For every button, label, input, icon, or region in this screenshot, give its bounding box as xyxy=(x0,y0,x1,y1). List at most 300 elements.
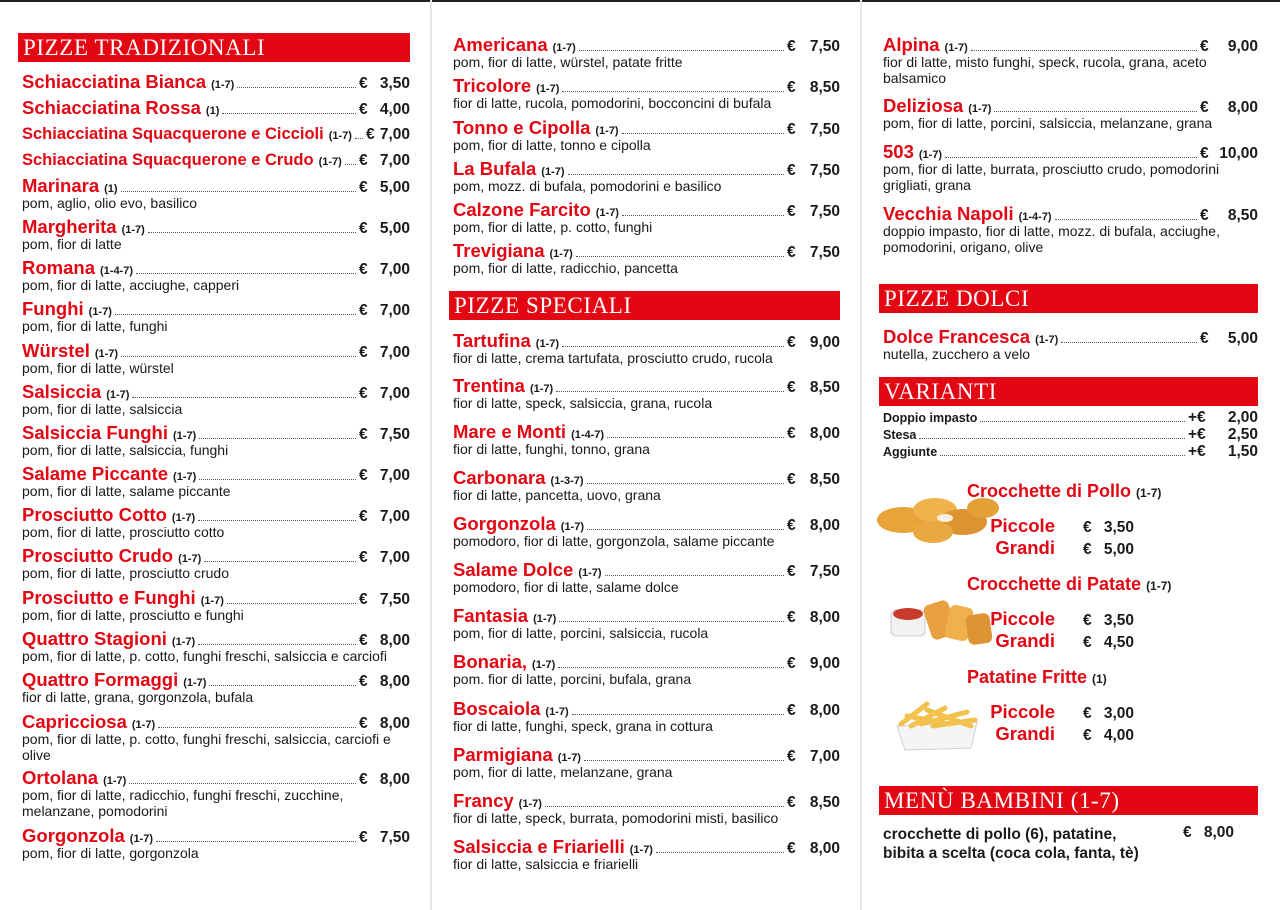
menu-item xyxy=(449,743,840,780)
menu-item xyxy=(18,824,410,861)
menu-item-name: Gorgonzola xyxy=(453,513,556,534)
menu-item-price: € 7,00 xyxy=(359,385,410,402)
menu-item-price: € 7,00 xyxy=(365,126,410,143)
menu-item-description: pom, fior di latte, tonno e cipolla xyxy=(453,137,651,153)
allergen-codes: (1-7) xyxy=(178,553,202,565)
menu-item-row xyxy=(449,697,840,721)
menu-item-price: € 7,50 xyxy=(787,121,840,138)
leader-dots xyxy=(198,520,356,521)
menu-item-name: Carbonara xyxy=(453,467,546,488)
leader-dots xyxy=(148,232,356,233)
leader-dots xyxy=(121,356,356,357)
menu-item-row xyxy=(879,325,1258,349)
leader-dots xyxy=(559,621,784,622)
menu-item-row xyxy=(18,766,410,790)
leader-dots xyxy=(156,841,356,842)
menu-item-price: € 7,00 xyxy=(787,748,840,765)
menu-item-name: Boscaiola xyxy=(453,698,541,719)
variant-name: Aggiunte xyxy=(883,445,938,459)
menu-item-price: € 7,50 xyxy=(787,203,840,220)
menu-item xyxy=(449,650,840,687)
fold-line xyxy=(430,0,432,910)
leader-dots xyxy=(556,391,784,392)
menu-item-description: pom, fior di latte, p. cotto, funghi xyxy=(453,219,653,235)
allergen-codes: (1-7) xyxy=(171,636,196,648)
menu-item xyxy=(18,148,410,172)
menu-item-description: pom, fior di latte, salsiccia, funghi xyxy=(22,442,229,458)
menu-item-description: fior di latte, salsiccia e friarielli xyxy=(453,856,639,872)
menu-item-name: Francy xyxy=(453,790,514,811)
menu-item-row xyxy=(18,627,410,651)
section-header-kids: MENÙ BAMBINI (1-7) xyxy=(879,786,1258,815)
allergen-codes: (1-7) xyxy=(328,130,352,142)
menu-item-name: Salsiccia Funghi xyxy=(22,422,168,443)
allergen-codes: (1-3-7) xyxy=(550,475,584,487)
menu-item-price: € 8,00 xyxy=(787,517,840,534)
menu-item-price: € 7,00 xyxy=(359,302,410,319)
allergen-codes: (1-7) xyxy=(536,83,560,95)
menu-item-description: fior di latte, pancetta, uovo, grana xyxy=(453,487,661,503)
menu-item-price: € 7,00 xyxy=(359,508,410,525)
leader-dots xyxy=(199,438,356,439)
menu-item xyxy=(449,789,840,826)
allergen-codes: (1-7) xyxy=(529,383,554,395)
menu-item-price: € 7,00 xyxy=(359,467,410,484)
menu-item xyxy=(449,835,840,872)
allergen-codes: (1-7) xyxy=(578,567,602,579)
menu-item-price: € 7,00 xyxy=(359,152,410,169)
menu-item-row xyxy=(879,202,1258,226)
menu-item xyxy=(18,174,410,211)
menu-item-row xyxy=(18,122,410,146)
menu-item xyxy=(449,74,840,111)
menu-item xyxy=(449,157,840,194)
menu-item-price: € 8,00 xyxy=(359,673,410,690)
fold-line xyxy=(860,0,862,910)
leader-dots xyxy=(198,644,356,645)
menu-item-name: Prosciutto Crudo xyxy=(22,545,174,566)
allergen-codes: (1-7) xyxy=(94,348,119,360)
leader-dots xyxy=(222,113,356,114)
menu-item-price: € 10,00 xyxy=(1200,145,1258,162)
allergen-codes: (1-4-7) xyxy=(100,265,134,277)
menu-item-description: fior di latte, speck, burrata, pomodorini misti, basilico xyxy=(453,810,779,826)
menu-item xyxy=(18,70,410,94)
leader-dots xyxy=(605,575,784,576)
allergen-codes: (1-7) xyxy=(944,42,968,54)
menu-item-row xyxy=(18,256,410,280)
side-title-chicken: Crocchette di Pollo (1-7) xyxy=(967,481,1162,501)
menu-item-description: pom, fior di latte, funghi xyxy=(22,318,168,334)
kids-menu-line: crocchette di pollo (6), patatine, xyxy=(883,826,1117,843)
menu-item-name: Salame Dolce xyxy=(453,559,574,580)
menu-item-price: € 8,00 xyxy=(359,632,410,649)
menu-item-description: pom, fior di latte, acciughe, capperi xyxy=(22,277,240,293)
menu-item-name: Parmigiana xyxy=(453,744,553,765)
menu-item xyxy=(18,96,410,120)
allergen-codes: (1-4-7) xyxy=(571,429,605,441)
allergen-codes: (1-7) xyxy=(545,706,569,718)
menu-item xyxy=(449,239,840,276)
leader-dots xyxy=(971,50,1197,51)
menu-item-description: pom, mozz. di bufala, pomodorini e basilico xyxy=(453,178,722,194)
allergen-codes: (1-7) xyxy=(541,166,565,178)
variant-row xyxy=(879,443,1258,460)
leader-dots xyxy=(132,397,356,398)
menu-item xyxy=(449,466,840,503)
menu-item-row xyxy=(449,743,840,767)
menu-item-row xyxy=(18,421,410,445)
menu-item-name: Gorgonzola xyxy=(22,825,125,846)
leader-dots xyxy=(622,215,784,216)
menu-item-name: Salsiccia xyxy=(22,381,102,402)
menu-item-description: pomodoro, fior di latte, gorgonzola, salame piccante xyxy=(453,533,775,549)
menu-item-name: Salsiccia e Friarielli xyxy=(453,836,625,857)
menu-item xyxy=(879,202,1258,255)
leader-dots xyxy=(940,455,1185,456)
menu-item xyxy=(449,697,840,734)
menu-item-name: Trevigiana xyxy=(453,240,545,261)
menu-item-row xyxy=(449,74,840,98)
menu-item-description: pom, fior di latte, burrata, prosciutto crudo, pomodorini grigliati, grana xyxy=(883,161,1220,193)
menu-item-name: Würstel xyxy=(22,340,90,361)
menu-item-price: € 8,00 xyxy=(359,771,410,788)
menu-item-description: pom, fior di latte, melanzane, grana xyxy=(453,764,673,780)
leader-dots xyxy=(115,314,356,315)
menu-item-name: Schiacciatina Bianca xyxy=(22,71,207,92)
menu-item xyxy=(449,374,840,411)
menu-item-row xyxy=(18,339,410,363)
menu-item-description: pom, fior di latte, radicchio, funghi freschi, zucchine, melanzane, pomodorini xyxy=(22,787,344,819)
menu-item-description: pomodoro, fior di latte, salame dolce xyxy=(453,579,679,595)
leader-dots xyxy=(545,806,784,807)
menu-item-price: € 8,50 xyxy=(1200,207,1258,224)
menu-item-row xyxy=(18,297,410,321)
leader-dots xyxy=(558,667,784,668)
menu-item-price: € 7,50 xyxy=(787,162,840,179)
menu-item-row xyxy=(449,466,840,490)
menu-item xyxy=(18,380,410,417)
menu-item-description: pom, fior di latte, prosciutto crudo xyxy=(22,565,229,581)
menu-item xyxy=(879,325,1258,362)
menu-item xyxy=(18,462,410,499)
allergen-codes: (1-7) xyxy=(918,149,943,161)
menu-item-price: € 5,00 xyxy=(1200,330,1258,347)
menu-item xyxy=(449,116,840,153)
menu-item-price: € 7,50 xyxy=(787,244,840,261)
top-border xyxy=(0,0,1280,2)
leader-dots xyxy=(562,346,784,347)
allergen-codes: (1-7) xyxy=(103,775,127,787)
menu-item-name: Capricciosa xyxy=(22,711,127,732)
menu-item-row xyxy=(879,94,1258,118)
menu-item-price: € 4,00 xyxy=(359,101,410,118)
allergen-codes: (1-7) xyxy=(595,125,619,137)
menu-item-name: Salame Piccante xyxy=(22,463,169,484)
leader-dots xyxy=(656,852,784,853)
kids-menu-price: € 8,00 xyxy=(1183,824,1234,841)
menu-item xyxy=(449,33,840,70)
leader-dots xyxy=(237,87,356,88)
allergen-codes: (1-7) xyxy=(533,613,557,625)
allergen-codes: (1-7) xyxy=(968,103,992,115)
menu-item-description: pom, fior di latte, prosciutto cotto xyxy=(22,524,225,540)
menu-item xyxy=(18,710,410,763)
menu-item-row xyxy=(449,650,840,674)
menu-item-name: Romana xyxy=(22,257,95,278)
menu-item-row xyxy=(18,824,410,848)
leader-dots xyxy=(209,685,356,686)
menu-item-row xyxy=(18,215,410,239)
kids-menu-line: bibita a scelta (coca cola, fanta, tè) xyxy=(883,845,1139,862)
leader-dots xyxy=(587,529,784,530)
leader-dots xyxy=(355,138,363,139)
menu-item-name: 503 xyxy=(883,141,914,162)
allergen-codes: (1-7) xyxy=(171,512,196,524)
menu-item-row xyxy=(18,544,410,568)
allergen-codes: (1-7) xyxy=(88,306,112,318)
allergen-codes: (1-7) xyxy=(560,521,585,533)
menu-item xyxy=(449,558,840,595)
menu-item-price: € 8,50 xyxy=(787,471,840,488)
menu-item-name: Tonno e Cipolla xyxy=(453,117,591,138)
menu-item-price: € 5,00 xyxy=(359,220,410,237)
menu-item-name: Dolce Francesca xyxy=(883,326,1031,347)
menu-item-description: fior di latte, funghi, speck, grana in cottura xyxy=(453,718,713,734)
menu-item-name: Americana xyxy=(453,34,548,55)
section-header-special: PIZZE SPECIALI xyxy=(449,291,840,320)
menu-item-price: € 7,00 xyxy=(359,261,410,278)
menu-item xyxy=(449,604,840,641)
menu-item-row xyxy=(18,174,410,198)
allergen-codes: (1-7) xyxy=(629,844,653,856)
menu-item-row xyxy=(18,148,410,172)
menu-item xyxy=(879,33,1258,86)
menu-item xyxy=(18,668,410,705)
menu-item-row xyxy=(18,668,410,692)
menu-item-row xyxy=(449,512,840,536)
menu-item-price: € 8,00 xyxy=(787,425,840,442)
menu-item-description: pom, fior di latte, porcini, salsiccia, melanzane, grana xyxy=(883,115,1213,131)
menu-item-row xyxy=(449,604,840,628)
menu-item-row xyxy=(18,586,410,610)
leader-dots xyxy=(1061,342,1197,343)
menu-item-price: € 7,50 xyxy=(359,591,410,608)
menu-item-description: fior di latte, rucola, pomodorini, bocconcini di bufala xyxy=(453,95,772,111)
menu-item xyxy=(879,140,1258,193)
menu-item-name: Quattro Formaggi xyxy=(22,669,179,690)
menu-item-price: € 9,00 xyxy=(787,334,840,351)
menu-item-row xyxy=(18,70,410,94)
menu-item-row xyxy=(18,710,410,734)
leader-dots xyxy=(584,760,784,761)
menu-item-price: € 8,50 xyxy=(787,79,840,96)
menu-item-name: La Bufala xyxy=(453,158,537,179)
menu-item xyxy=(449,512,840,549)
menu-item-name: Fantasia xyxy=(453,605,529,626)
leader-dots xyxy=(568,174,784,175)
side-title-fries: Patatine Fritte (1) xyxy=(967,667,1107,687)
leader-dots xyxy=(622,133,784,134)
variant-price: +€ 2,50 xyxy=(1188,426,1258,443)
menu-item-row xyxy=(18,462,410,486)
menu-item-row xyxy=(449,835,840,859)
menu-item-name: Calzone Farcito xyxy=(453,199,591,220)
menu-item-price: € 8,00 xyxy=(1200,99,1258,116)
menu-item xyxy=(18,215,410,252)
section-header-variants: VARIANTI xyxy=(879,377,1258,406)
side-price-small: Piccole € 3,00 xyxy=(990,701,1134,722)
allergen-codes: (1-7) xyxy=(211,79,235,91)
menu-item-description: pom, fior di latte, gorgonzola xyxy=(22,845,199,861)
menu-item-row xyxy=(449,789,840,813)
variant-price: +€ 2,00 xyxy=(1188,409,1258,426)
menu-item-name: Deliziosa xyxy=(883,95,964,116)
french-fries-image xyxy=(887,694,987,754)
leader-dots xyxy=(121,191,356,192)
menu-item xyxy=(18,544,410,581)
menu-item-name: Schiacciatina Squacquerone e Ciccioli xyxy=(22,125,324,143)
menu-item-name: Margherita xyxy=(22,216,117,237)
leader-dots xyxy=(980,421,1185,422)
menu-item-description: fior di latte, funghi, tonno, grana xyxy=(453,441,650,457)
menu-item-description: fior di latte, speck, salsiccia, grana, rucola xyxy=(453,395,713,411)
allergen-codes: (1-7) xyxy=(595,207,619,219)
kids-menu-description xyxy=(883,825,1139,863)
side-title-potato: Crocchette di Patate (1-7) xyxy=(967,574,1172,594)
menu-item-row xyxy=(879,33,1258,57)
menu-item xyxy=(449,198,840,235)
leader-dots xyxy=(199,479,356,480)
menu-item-name: Marinara xyxy=(22,175,100,196)
menu-item-row xyxy=(18,503,410,527)
menu-item-price: € 7,00 xyxy=(359,344,410,361)
menu-item-name: Prosciutto Cotto xyxy=(22,504,167,525)
menu-item-price: € 5,00 xyxy=(359,179,410,196)
menu-item-row xyxy=(449,420,840,444)
menu-item-name: Ortolana xyxy=(22,767,99,788)
menu-item-description: doppio impasto, fior di latte, mozz. di bufala, acciughe, pomodorini, origano, olive xyxy=(883,223,1220,255)
allergen-codes: (1-7) xyxy=(318,156,342,168)
menu-item-description: pom, fior di latte, porcini, salsiccia, rucola xyxy=(453,625,709,641)
menu-item-description: pom, fior di latte, radicchio, pancetta xyxy=(453,260,678,276)
allergen-codes: (1-7) xyxy=(106,389,130,401)
menu-item-description: pom, fior di latte, salame piccante xyxy=(22,483,231,499)
menu-item-name: Alpina xyxy=(883,34,940,55)
menu-item-name: Quattro Stagioni xyxy=(22,628,167,649)
menu-item-row xyxy=(18,96,410,120)
menu-item xyxy=(18,256,410,293)
menu-item-row xyxy=(18,380,410,404)
menu-item-description: fior di latte, misto funghi, speck, rucola, grana, aceto balsamico xyxy=(883,54,1207,86)
menu-item-price: € 7,50 xyxy=(359,426,410,443)
allergen-codes: (1-7) xyxy=(518,798,542,810)
menu-item-description: pom, fior di latte, salsiccia xyxy=(22,401,183,417)
allergen-codes: (1-4-7) xyxy=(1018,211,1052,223)
allergen-codes: (1-7) xyxy=(129,833,154,845)
menu-item-row xyxy=(449,558,840,582)
side-price-small: Piccole € 3,50 xyxy=(990,515,1134,536)
leader-dots xyxy=(345,164,356,165)
menu-item-price: € 8,00 xyxy=(787,702,840,719)
allergen-codes: (1-7) xyxy=(557,752,581,764)
menu-item-row xyxy=(449,157,840,181)
menu-item xyxy=(18,503,410,540)
menu-item-price: € 8,00 xyxy=(787,840,840,857)
menu-item-price: € 8,00 xyxy=(787,609,840,626)
menu-item-price: € 7,50 xyxy=(787,38,840,55)
leader-dots xyxy=(1055,219,1197,220)
menu-item-description: pom, fior di latte, p. cotto, funghi freschi, salsiccia, carciofi e olive xyxy=(22,731,391,763)
menu-item-price: € 8,00 xyxy=(359,715,410,732)
leader-dots xyxy=(562,91,784,92)
menu-item-description: pom, fior di latte, würstel xyxy=(22,360,174,376)
section-header-sweet: PIZZE DOLCI xyxy=(879,284,1258,313)
menu-item-row xyxy=(449,239,840,263)
leader-dots xyxy=(204,561,356,562)
leader-dots xyxy=(158,727,356,728)
menu-item-description: pom, fior di latte, p. cotto, funghi freschi, salsiccia e carciofi xyxy=(22,648,387,664)
menu-item-price: € 8,50 xyxy=(787,794,840,811)
allergen-codes: (1-7) xyxy=(173,471,197,483)
section-header-traditional: PIZZE TRADIZIONALI xyxy=(18,33,410,62)
menu-item xyxy=(18,339,410,376)
menu-item xyxy=(18,122,410,146)
side-price-large: Grandi € 5,00 xyxy=(995,537,1134,558)
menu-item-name: Tricolore xyxy=(453,75,532,96)
allergen-codes: (1-7) xyxy=(121,224,145,236)
leader-dots xyxy=(129,783,356,784)
menu-item-name: Bonaria, xyxy=(453,651,528,672)
allergen-codes: (1-7) xyxy=(131,719,156,731)
allergen-codes: (1) xyxy=(104,183,118,195)
menu-item xyxy=(449,329,840,366)
allergen-codes: (1-7) xyxy=(549,248,573,260)
menu-item-name: Mare e Monti xyxy=(453,421,567,442)
menu-item-name: Trentina xyxy=(453,375,525,396)
menu-item-description: pom. fior di latte, porcini, bufala, grana xyxy=(453,671,692,687)
menu-item-description: pom, fior di latte, würstel, patate fritte xyxy=(453,54,683,70)
menu-item-row xyxy=(449,198,840,222)
allergen-codes: (1-7) xyxy=(532,659,556,671)
menu-item-name: Prosciutto e Funghi xyxy=(22,587,196,608)
menu-item xyxy=(18,421,410,458)
side-price-large: Grandi € 4,00 xyxy=(995,723,1134,744)
menu-item-description: nutella, zucchero a velo xyxy=(883,346,1031,362)
menu-item-name: Schiacciatina Rossa xyxy=(22,97,201,118)
potato-croquettes-image xyxy=(887,592,999,650)
menu-item-row xyxy=(449,374,840,398)
allergen-codes: (1-7) xyxy=(183,677,207,689)
menu-item xyxy=(18,766,410,819)
menu-item-row xyxy=(449,33,840,57)
menu-item-price: € 7,50 xyxy=(359,829,410,846)
leader-dots xyxy=(607,437,784,438)
leader-dots xyxy=(919,438,1185,439)
leader-dots xyxy=(576,256,784,257)
menu-item-name: Tartufina xyxy=(453,330,531,351)
leader-dots xyxy=(994,111,1197,112)
menu-item-name: Schiacciatina Squacquerone e Crudo xyxy=(22,151,314,169)
variant-row xyxy=(879,409,1258,426)
leader-dots xyxy=(227,603,356,604)
leader-dots xyxy=(136,273,356,274)
allergen-codes: (1) xyxy=(205,105,220,117)
leader-dots xyxy=(579,50,784,51)
menu-item-price: € 7,50 xyxy=(787,563,840,580)
menu-item-description: fior di latte, crema tartufata, prosciutto crudo, rucola xyxy=(453,350,773,366)
menu-item-name: Funghi xyxy=(22,298,84,319)
